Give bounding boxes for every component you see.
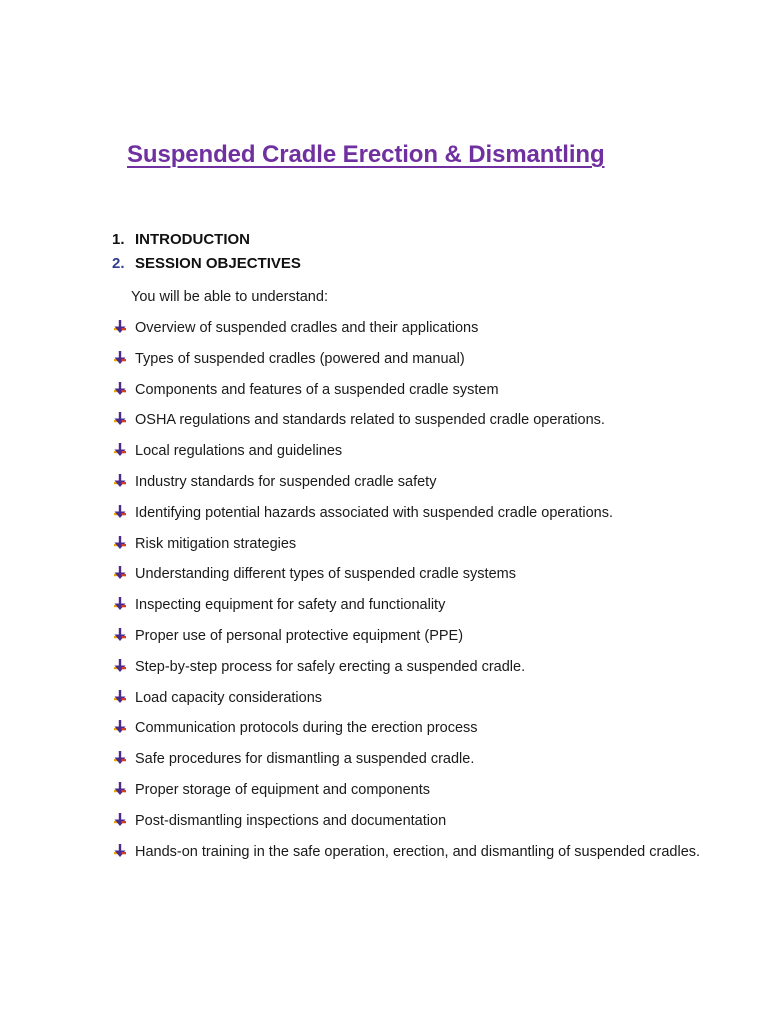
- arrow-down-bullet-icon: [112, 658, 128, 674]
- arrow-down-bullet-icon: [112, 843, 128, 859]
- objective-item: [112, 688, 712, 719]
- objective-text: OSHA regulations and standards related to suspended cradle operations.: [135, 412, 605, 429]
- objective-text: Hands-on training in the safe operation, erection, and dismantling of suspended cradles.: [135, 843, 701, 860]
- objective-text: Identifying potential hazards associated with suspended cradle operations.: [135, 504, 613, 521]
- objective-text: Understanding different types of suspended cradle systems: [135, 566, 516, 583]
- arrow-down-bullet-icon: [112, 350, 128, 366]
- section-item: [112, 254, 301, 278]
- arrow-down-bullet-icon: [112, 319, 128, 335]
- objective-text: Local regulations and guidelines: [135, 443, 343, 460]
- intro-text: You will be able to understand:: [131, 289, 328, 305]
- arrow-down-bullet-icon: [112, 781, 128, 797]
- objective-item: [112, 595, 712, 626]
- objective-item: [112, 441, 712, 472]
- objective-text: Load capacity considerations: [135, 689, 323, 706]
- objective-item: [112, 564, 712, 595]
- objective-text: Industry standards for suspended cradle safety: [135, 473, 437, 490]
- objective-text: Types of suspended cradles (powered and manual): [135, 350, 465, 367]
- objective-item: [112, 472, 712, 503]
- objective-item: [112, 718, 712, 749]
- objective-item: [112, 503, 712, 534]
- objective-text: Inspecting equipment for safety and functionality: [135, 597, 446, 614]
- arrow-down-bullet-icon: [112, 535, 128, 551]
- section-item: [112, 230, 301, 254]
- objective-item: [112, 349, 712, 380]
- section-number: 2.: [112, 255, 125, 272]
- arrow-down-bullet-icon: [112, 750, 128, 766]
- section-label: SESSION OBJECTIVES: [135, 255, 301, 272]
- objective-text: Risk mitigation strategies: [135, 535, 297, 552]
- arrow-down-bullet-icon: [112, 504, 128, 520]
- objective-item: [112, 534, 712, 565]
- objective-text: Post-dismantling inspections and documentation: [135, 812, 447, 829]
- arrow-down-bullet-icon: [112, 719, 128, 735]
- objective-text: Overview of suspended cradles and their applications: [135, 320, 479, 336]
- arrow-down-bullet-icon: [112, 381, 128, 397]
- objective-item: [112, 780, 712, 811]
- objective-text: Components and features of a suspended cradle system: [135, 381, 499, 398]
- objective-item: [112, 837, 712, 899]
- arrow-down-bullet-icon: [112, 442, 128, 458]
- objective-text: Step-by-step process for safely erecting a suspended cradle.: [135, 658, 526, 675]
- objective-text: Proper use of personal protective equipment (PPE): [135, 627, 464, 644]
- objective-item: [112, 410, 712, 441]
- objective-item: [112, 657, 712, 688]
- arrow-down-bullet-icon: [112, 596, 128, 612]
- arrow-down-bullet-icon: [112, 565, 128, 581]
- objective-item: [112, 380, 712, 411]
- objective-text: Safe procedures for dismantling a suspended cradle.: [135, 751, 475, 768]
- arrow-down-bullet-icon: [112, 812, 128, 828]
- section-number: 1.: [112, 231, 125, 248]
- objective-text: Communication protocols during the erection process: [135, 720, 478, 737]
- section-list: [112, 230, 301, 278]
- objective-text: Proper storage of equipment and components: [135, 781, 431, 798]
- section-label: INTRODUCTION: [135, 231, 250, 248]
- arrow-down-bullet-icon: [112, 627, 128, 643]
- arrow-down-bullet-icon: [112, 689, 128, 705]
- arrow-down-bullet-icon: [112, 411, 128, 427]
- objective-item: [112, 749, 712, 780]
- objective-item: [112, 626, 712, 657]
- document-title: Suspended Cradle Erection & Dismantling: [127, 141, 605, 168]
- arrow-down-bullet-icon: [112, 473, 128, 489]
- objective-item: [112, 318, 712, 349]
- objectives-list: [112, 318, 712, 899]
